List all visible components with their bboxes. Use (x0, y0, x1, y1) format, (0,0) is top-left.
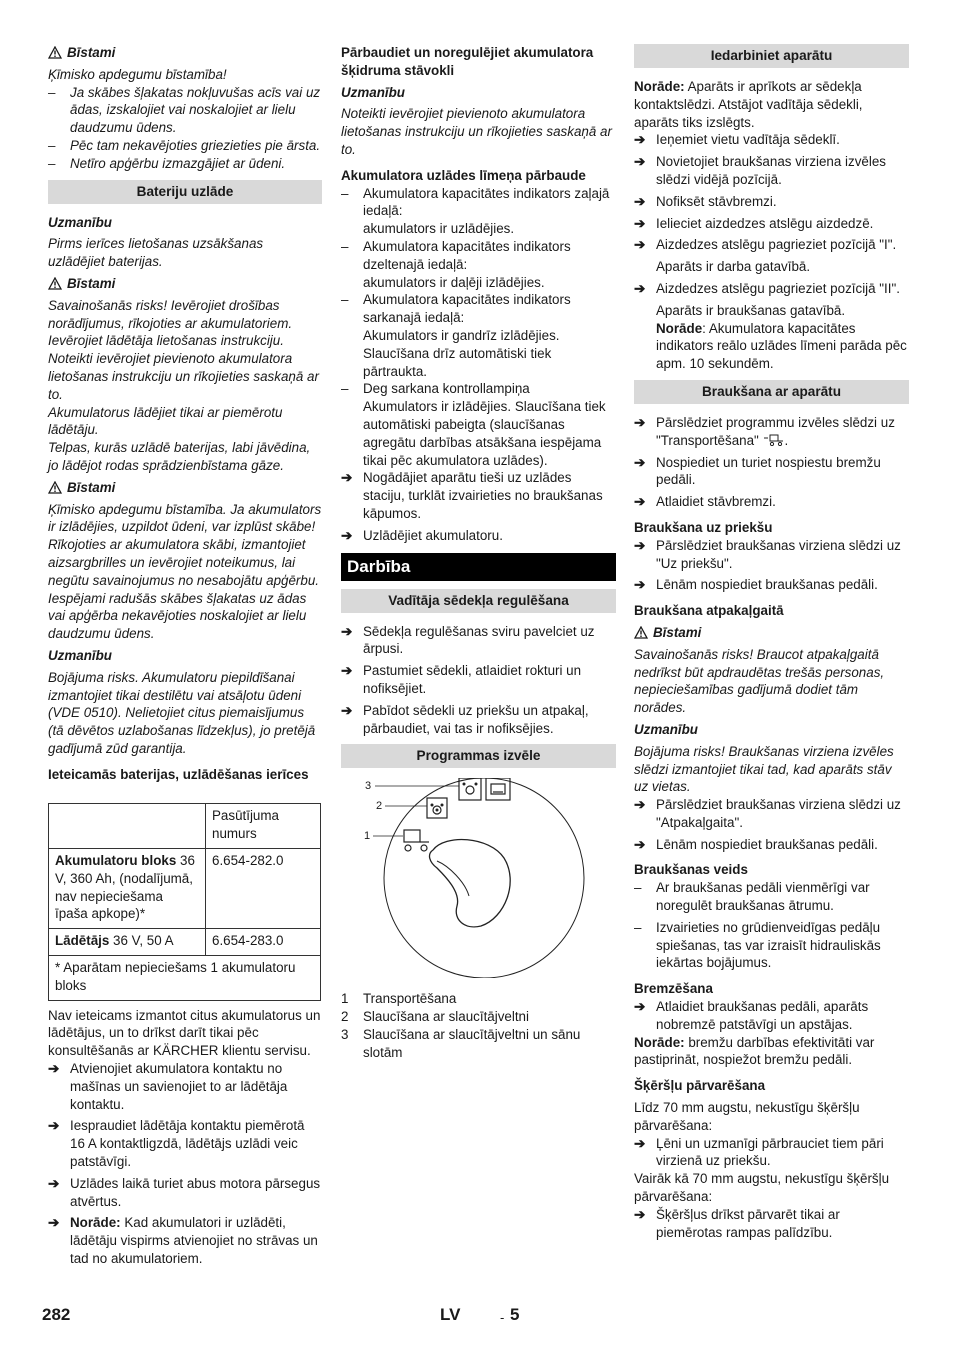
arrow-item: ➔ Sēdekļa regulēšanas sviru pavelciet uz ārpusi. (341, 623, 595, 657)
arrow-icon: ➔ (634, 193, 646, 209)
column-3 (634, 44, 909, 1241)
dash-item: – Akumulatora kapacitātes indikators sarkanajā iedaļā: (341, 292, 571, 326)
warning-triangle-icon (48, 277, 62, 290)
arrow-icon: ➔ (634, 1206, 646, 1222)
arrow-icon: ➔ (634, 577, 646, 593)
dash-item: – Deg sarkana kontrollampiņa (341, 381, 530, 397)
dash-subtext: Akumulators ir gandrīz izlādējies. Slaucīšana drīz automātiski tiek pārtraukta. (363, 327, 560, 379)
arrow-item: ➔ Ielieciet aizdedzes atslēgu aizdedzē. (634, 215, 874, 231)
arrow-icon: ➔ (48, 1118, 60, 1134)
section-band-program-selection: Programmas izvēle (341, 744, 616, 768)
danger-text: Savainošanās risks! Braucot atpakaļgaitā nedrīkst būt apdraudētas trešās personas, nepieciešamības gadījumā dodiet tām norādes. (634, 646, 885, 716)
arrow-icon: ➔ (48, 1061, 60, 1077)
danger-text: Telpas, kurās uzlādē baterijas, labi jāvēdina, jo lādējot rodas sprādzienbīstama gāze. (48, 440, 311, 473)
arrow-icon: ➔ (48, 1175, 60, 1191)
table-row (49, 929, 321, 956)
caution-heading: Uzmanību (48, 647, 112, 663)
dash-subtext: akumulators ir daļēji izlādējies. (363, 274, 545, 290)
page-number: 282 (42, 1305, 71, 1324)
arrow-item: ➔ Ieņemiet vietu vadītāja sēdeklī. (634, 132, 840, 148)
arrow-item: ➔ Šķēršļus drīkst pārvarēt tikai ar piemērotas rampas palīdzību. (634, 1206, 840, 1240)
note: Norāde: Aparāts ir aprīkots ar sēdekļa kontaktslēdzi. Atstājot vadītāja sēdekli, aparāts tiks izslēgts. (634, 79, 863, 130)
arrow-icon: ➔ (341, 663, 353, 679)
arrow-icon: ➔ (634, 215, 646, 231)
program-selector-drawing (341, 778, 616, 978)
warning-triangle-icon (634, 626, 648, 639)
dash-subtext: Akumulators ir izlādējies. Slaucīšana tiek automātiski pabeigta (slaucīšanas agregātu darbības atsākšana iespējama tikai pēc akumulatora uzlādes). (363, 399, 606, 468)
danger-text: Savainošanās risks! Ievērojiet drošības norādījumus, rīkojoties ar akumulatoriem. Ievērojiet lādētāja lietošanas instrukciju. Noteikti ievērojiet pievienoto akumulatora lietošanas instrukciju un rīkojieties saskaņā ar to. (48, 297, 319, 402)
column-2 (341, 44, 616, 1061)
arrow-icon: ➔ (341, 702, 353, 718)
callout-2: 2 (376, 800, 383, 813)
arrow-item: ➔ Nofiksēt stāvbremzi. (634, 193, 777, 209)
roller-side-brush-icon (459, 778, 510, 800)
table-cell: 6.654-282.0 (206, 849, 321, 929)
dash-item: – Ar braukšanas pedāli vienmērīgi var noregulēt braukšanas ātrumu. (634, 880, 870, 914)
recommended-heading: Ieteicamās baterijas, uzlādēšanas ierīces (48, 766, 309, 782)
table-header-order-number: Pasūtījuma numurs (206, 804, 321, 849)
result-text: Aparāts ir braukšanas gatavībā. (656, 302, 846, 318)
danger-heading: Bīstami (48, 479, 322, 497)
footer-separator: - (500, 1310, 505, 1325)
table-cell: Akumulatoru bloks 36 V, 360 Ah, (nodalījumā, nav nepieciešama īpaša apkope)* (49, 849, 206, 929)
dial-outline (384, 778, 584, 978)
danger-text: Ķīmisko apdegumu bīstamība! (48, 66, 227, 82)
danger-heading: Bīstami (48, 275, 322, 293)
arrow-item: ➔ Pārslēdziet braukšanas virziena slēdzi uz "Uz priekšu". (634, 537, 901, 571)
arrow-icon: ➔ (634, 537, 646, 553)
danger-heading: Bīstami (48, 44, 322, 62)
arrow-item: ➔ Atvienojiet akumulatora kontaktu no mašīnas un savienojiet to ar lādētāja kontaktu. (48, 1061, 288, 1112)
dash-item: – Netīro apģērbu izmazgājiet ar ūdeni. (48, 155, 286, 171)
selector-knob (430, 840, 511, 927)
knob-pointer (437, 861, 469, 896)
danger-text: Akumulatorus lādējiet tikai ar piemērotu lādētāju. (48, 404, 283, 438)
note: Norāde: Akumulatora kapacitātes indikators reālo uzlādes līmeni parāda pēc apm. 10 sekundēm. (656, 320, 907, 372)
dash-item: – Pēc tam nekavējoties griezieties pie ārsta. (48, 137, 321, 153)
arrow-icon: ➔ (634, 132, 646, 148)
numbered-item: 1 Transportēšana (341, 991, 457, 1007)
section-band-driving: Braukšana ar aparātu (634, 380, 909, 404)
roller-brush-icon (427, 798, 447, 818)
arrow-item: ➔ Iespraudiet lādētāja kontaktu piemērotā 16 A kontaktligzdā, lādētājs uzlādi veic patstāvīgi. (48, 1118, 305, 1170)
table-row (49, 804, 321, 849)
warning-triangle-icon (48, 46, 62, 59)
table-row (49, 849, 321, 929)
arrow-icon: ➔ (634, 1135, 646, 1151)
battery-table (48, 803, 321, 1000)
transport-icon (404, 830, 429, 851)
danger-heading: Bīstami (634, 624, 909, 642)
callout-3: 3 (365, 780, 372, 793)
arrow-item: ➔ Nospiediet un turiet nospiestu bremžu pedāli. (634, 454, 881, 488)
column-1 (48, 44, 322, 1268)
table-row (49, 956, 321, 1001)
caution-text: Pirms ierīces lietošanas uzsākšanas uzlādējiet baterijas. (48, 236, 264, 270)
paragraph: Nav ieteicams izmantot citus akumulatorus un lādētājus, un to drīkst darīt tikai pēc konsultēšanās ar KÄRCHER klientu servisu. (48, 1007, 321, 1059)
section-page-number: 5 (510, 1305, 520, 1324)
arrow-item: ➔ Atlaidiet braukšanas pedāli, aparāts nobremzē patstāvīgi un apstājas. (634, 999, 869, 1032)
arrow-icon: ➔ (341, 470, 353, 486)
arrow-icon: ➔ (341, 623, 353, 639)
arrow-item: ➔ Aizdedzes atslēgu pagrieziet pozīcijā "II". (634, 280, 900, 296)
section-heading-operation: Darbība (341, 553, 616, 581)
section-band-seat-adjustment: Vadītāja sēdekļa regulēšana (341, 589, 616, 613)
table-cell: 6.654-283.0 (206, 929, 321, 956)
subheading: Bremzēšana (634, 981, 713, 997)
paragraph: Vairāk kā 70 mm augstu, nekustīgu šķēršļu pārvarēšana: (634, 1171, 890, 1205)
caution-text: Bojājuma risks. Akumulatoru piepildīšanai izmantojiet tikai destilētu vai atsāļotu ūdeni (VDE 0510). Nelietojiet citus piemaisījumus (tā dēvētos uzlabošanas līdzekļus), jo pretējā gadījumā zūd garantija. (48, 669, 316, 756)
warning-triangle-icon (48, 481, 62, 494)
dash-item: – Izvairieties no grūdienveidīgas pedāļu spiešanas, tas var izraisīt hidrauliskās iekārtas bojājumus. (634, 919, 881, 971)
section-band-battery-charging: Bateriju uzlāde (48, 180, 322, 204)
subheading: Akumulatora uzlādes līmeņa pārbaude (341, 167, 586, 183)
caution-heading: Uzmanību (341, 84, 405, 100)
callout-1: 1 (364, 830, 371, 843)
caution-heading: Uzmanību (634, 721, 698, 737)
numbered-item: 3 Slaucīšana ar slaucītājveltni un sānu slotām (341, 1026, 581, 1060)
arrow-item: ➔ Lēnām nospiediet braukšanas pedāli. (634, 836, 878, 852)
transport-icon (763, 434, 785, 446)
dash-subtext: akumulators ir uzlādējies. (363, 221, 515, 237)
arrow-icon: ➔ (634, 154, 646, 170)
subheading: Pārbaudiet un noregulējiet akumulatora šķidruma stāvokli (341, 45, 594, 78)
table-cell (49, 804, 206, 849)
arrow-icon: ➔ (634, 454, 646, 470)
paragraph: Līdz 70 mm augstu, nekustīgu šķēršļu pārvarēšana: (634, 1100, 860, 1133)
arrow-item: ➔ Pārslēdziet programmu izvēles slēdzi uz "Transportēšana" . (634, 414, 895, 448)
caution-text: Bojājuma risks! Braukšanas virziena izvēles slēdzi izmantojiet tikai tad, kad aparāts stāv uz vietas. (634, 743, 894, 795)
arrow-icon: ➔ (634, 237, 646, 253)
subheading: Braukšanas veids (634, 862, 748, 878)
program-selector-diagram (341, 778, 616, 978)
arrow-item: ➔ Uzlādes laikā turiet abus motora pārsegus atvērtus. (48, 1175, 321, 1209)
arrow-item: ➔ Uzlādējiet akumulatoru. (341, 527, 503, 543)
dash-item: – Akumulatora kapacitātes indikators zaļajā iedaļā: (341, 185, 610, 219)
arrow-item: ➔ Norāde: Kad akumulatori ir uzlādēti, lādētāju vispirms atvienojiet no strāvas un tad no akumulatoriem. (48, 1215, 318, 1267)
arrow-item: ➔ Atlaidiet stāvbremzi. (634, 494, 776, 510)
section-band-start-machine: Iedarbiniet aparātu (634, 44, 909, 68)
arrow-icon: ➔ (634, 999, 646, 1015)
arrow-icon: ➔ (634, 797, 646, 813)
caution-heading: Uzmanību (48, 214, 112, 230)
arrow-item: ➔ Pastumiet sēdekli, atlaidiet rokturi un nofiksējiet. (341, 663, 582, 696)
table-note: * Aparātam nepieciešams 1 akumulatoru bloks (49, 956, 321, 1001)
subheading: Braukšana uz priekšu (634, 519, 773, 535)
danger-text: Ķīmisko apdegumu bīstamība. Ja akumulators ir izlādējies, uzpildot ūdeni, var izplūst skābe! Rīkojoties ar akumulatora skābi, izmantojiet aizsargbrilles un ievērojiet noteikumus, lai negūtu savainojumus no nesabojātu apģērbu. Iespējami radušās skābes šļakatas uz ādas vai apģērba nekavējoties noskalojiet ar lielu daudzumu ūdens. (48, 501, 322, 642)
arrow-icon: ➔ (634, 494, 646, 510)
arrow-item: ➔ Nogādājiet aparātu tieši uz uzlādes staciju, turklāt izvairieties no braukšanas kāpumos. (341, 470, 603, 521)
subheading: Šķēršļu pārvarēšana (634, 1078, 766, 1094)
result-text: Aparāts ir darba gatavībā. (656, 259, 811, 275)
arrow-icon: ➔ (634, 280, 646, 296)
language-code: LV (440, 1305, 461, 1324)
arrow-item: ➔ Ļēni un uzmanīgi pārbrauciet tiem pāri virzienā uz priekšu. (634, 1135, 884, 1169)
arrow-icon: ➔ (634, 836, 646, 852)
subheading: Braukšana atpakaļgaitā (634, 603, 784, 619)
dash-item: – Akumulatora kapacitātes indikators dzeltenajā iedaļā: (341, 238, 571, 272)
arrow-item: ➔ Pabīdot sēdekli uz priekšu un atpakaļ, pārbaudiet, vai tas ir nofiksējies. (341, 702, 589, 736)
caution-text: Noteikti ievērojiet pievienoto akumulatora lietošanas instrukciju un rīkojieties saskaņā ar to. (341, 106, 612, 157)
table-cell: Lādētājs 36 V, 50 A (49, 929, 206, 956)
arrow-icon: ➔ (634, 414, 646, 430)
note: Norāde: bremžu darbības efektivitāti var pastiprināt, nospiežot bremžu pedāli. (634, 1034, 875, 1068)
arrow-item: ➔ Aizdedzes atslēgu pagrieziet pozīcijā "I". (634, 237, 897, 253)
arrow-icon: ➔ (48, 1215, 60, 1231)
dash-item: – Ja skābes šļakatas nokļuvušas acīs vai uz ādas, izskalojiet vai noskalojiet ar lielu daudzumu ūdens. (48, 84, 321, 136)
arrow-item: ➔ Pārslēdziet braukšanas virziena slēdzi uz "Atpakaļgaita". (634, 797, 901, 830)
arrow-icon: ➔ (341, 527, 353, 543)
arrow-item: ➔ Lēnām nospiediet braukšanas pedāli. (634, 577, 878, 593)
arrow-item: ➔ Novietojiet braukšanas virziena izvēles slēdzi vidējā pozīcijā. (634, 154, 886, 187)
numbered-item: 2 Slaucīšana ar slaucītājveltni (341, 1009, 529, 1025)
